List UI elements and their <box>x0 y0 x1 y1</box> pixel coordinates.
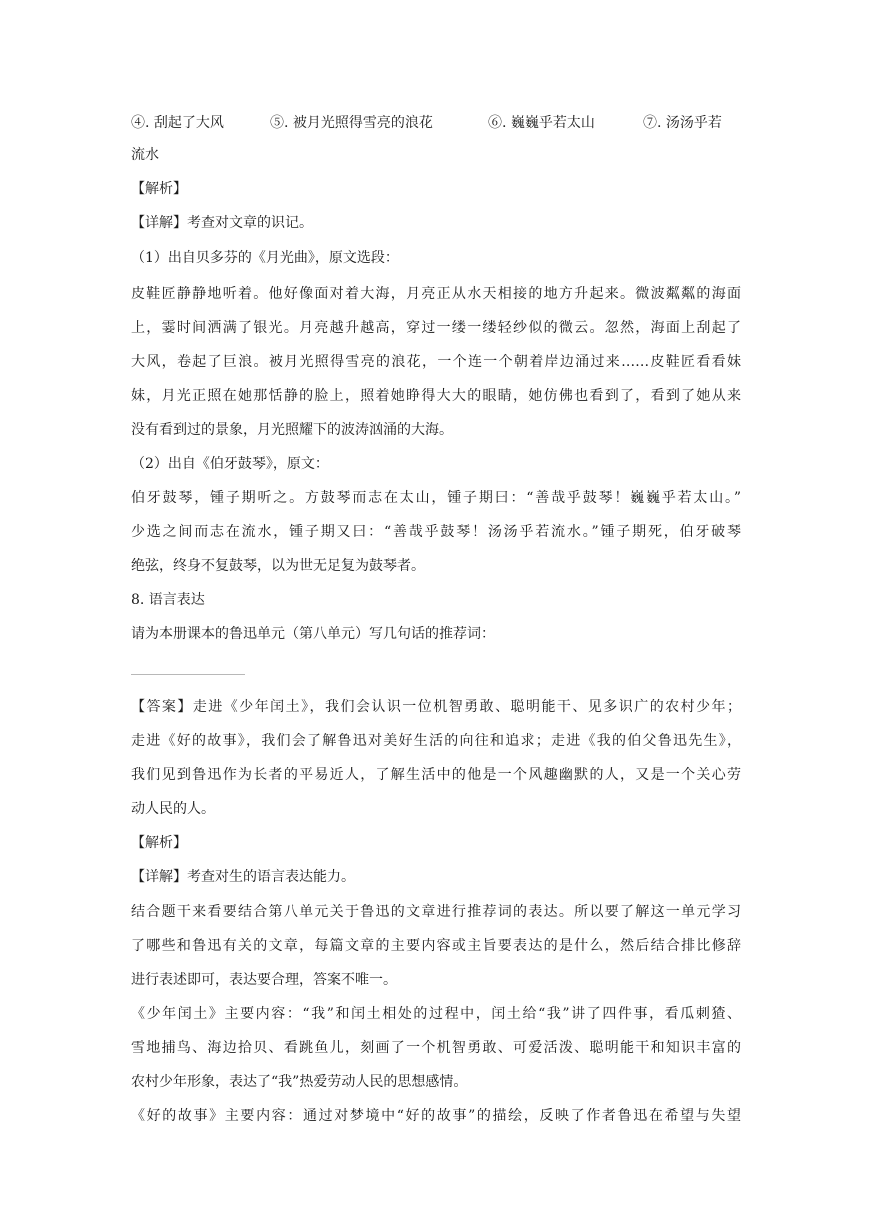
answer-line: 走进《好的故事》，我们会了解鲁迅对美好生活的向往和追求；走进《我的伯父鲁迅先生》， <box>131 733 741 749</box>
answer-item-5: ⑤. 被月光照得雪亮的浪花 <box>270 115 433 131</box>
summary-line: 雪地捕鸟、海边拾贝、看跳鱼儿，刻画了一个机智勇敢、可爱活泼、聪明能干和知识丰富的 <box>131 1040 741 1056</box>
passage-line: 没有看到过的景象，月光照耀下的波涛汹涌的大海。 <box>131 422 453 438</box>
answer-line: 【答案】走进《少年闰土》，我们会认识一位机智勇敢、聪明能干、见多识广的农村少年； <box>131 699 741 715</box>
answer-line: 我们见到鲁迅作为长者的平易近人，了解生活中的他是一个风趣幽默的人，又是一个关心劳 <box>131 767 741 783</box>
passage-line: 妹，月光正照在她那恬静的脸上，照着她睁得大大的眼睛，她仿佛也看到了，看到了她从来 <box>131 388 741 404</box>
explanation-line: 结合题干来看要结合第八单元关于鲁迅的文章进行推荐词的表达。所以要了解这一单元学习 <box>131 904 741 920</box>
source-line-1: （1）出自贝多芬的《月光曲》，原文选段： <box>131 250 399 266</box>
summary-line: 农村少年形象，表达了“我”热爱劳动人民的思想感情。 <box>131 1074 468 1090</box>
detail-line: 【详解】考查对文章的识记。 <box>131 215 313 231</box>
text-line: 流水 <box>131 147 159 163</box>
passage-line: 绝弦，终身不复鼓琴，以为世无足复为鼓琴者。 <box>131 558 425 574</box>
explanation-line: 进行表述即可，表达要合理，答案不唯一。 <box>131 972 397 988</box>
answers-row <box>131 112 771 132</box>
passage-line: 大风，卷起了巨浪。被月光照得雪亮的浪花，一个连一个朝着岸边涌过来……皮鞋匠看看妹 <box>131 354 741 370</box>
source-line-2: （2）出自《伯牙鼓琴》，原文： <box>131 456 329 472</box>
passage-line: 上，霎时间洒满了银光。月亮越升越高，穿过一缕一缕轻纱似的微云。忽然，海面上刮起了 <box>131 320 741 336</box>
answer-item-7: ⑦. 汤汤乎若 <box>643 115 722 131</box>
answer-blank-line <box>131 674 245 675</box>
question-prompt: 请为本册课本的鲁迅单元（第八单元）写几句话的推荐词： <box>131 626 495 642</box>
summary-line: 《好的故事》主要内容：通过对梦境中“好的故事”的描绘，反映了作者鲁迅在希望与失望 <box>131 1108 741 1124</box>
passage-line: 伯牙鼓琴，锺子期听之。方鼓琴而志在太山，锺子期曰：“善哉乎鼓琴！巍巍乎若太山。” <box>131 490 741 506</box>
passage-line: 少选之间而志在流水，锺子期又曰：“善哉乎鼓琴！汤汤乎若流水。”锺子期死，伯牙破琴 <box>131 524 741 540</box>
answer-line: 动人民的人。 <box>131 801 215 817</box>
summary-line: 《少年闰土》主要内容：“我”和闰土相处的过程中，闰土给“我”讲了四件事，看瓜刺猹、 <box>131 1006 741 1022</box>
explanation-line: 了哪些和鲁迅有关的文章，每篇文章的主要内容或主旨要表达的是什么，然后结合排比修辞 <box>131 938 741 954</box>
detail-line: 【详解】考查对生的语言表达能力。 <box>131 869 355 885</box>
question-heading: 8. 语言表达 <box>131 592 205 608</box>
analysis-heading: 【解析】 <box>131 181 187 197</box>
answer-item-4: ④. 刮起了大风 <box>131 115 224 131</box>
analysis-heading: 【解析】 <box>131 835 187 851</box>
answer-item-6: ⑥. 巍巍乎若太山 <box>488 115 595 131</box>
passage-line: 皮鞋匠静静地听着。他好像面对着大海，月亮正从水天相接的地方升起来。微波粼粼的海面 <box>131 286 741 302</box>
